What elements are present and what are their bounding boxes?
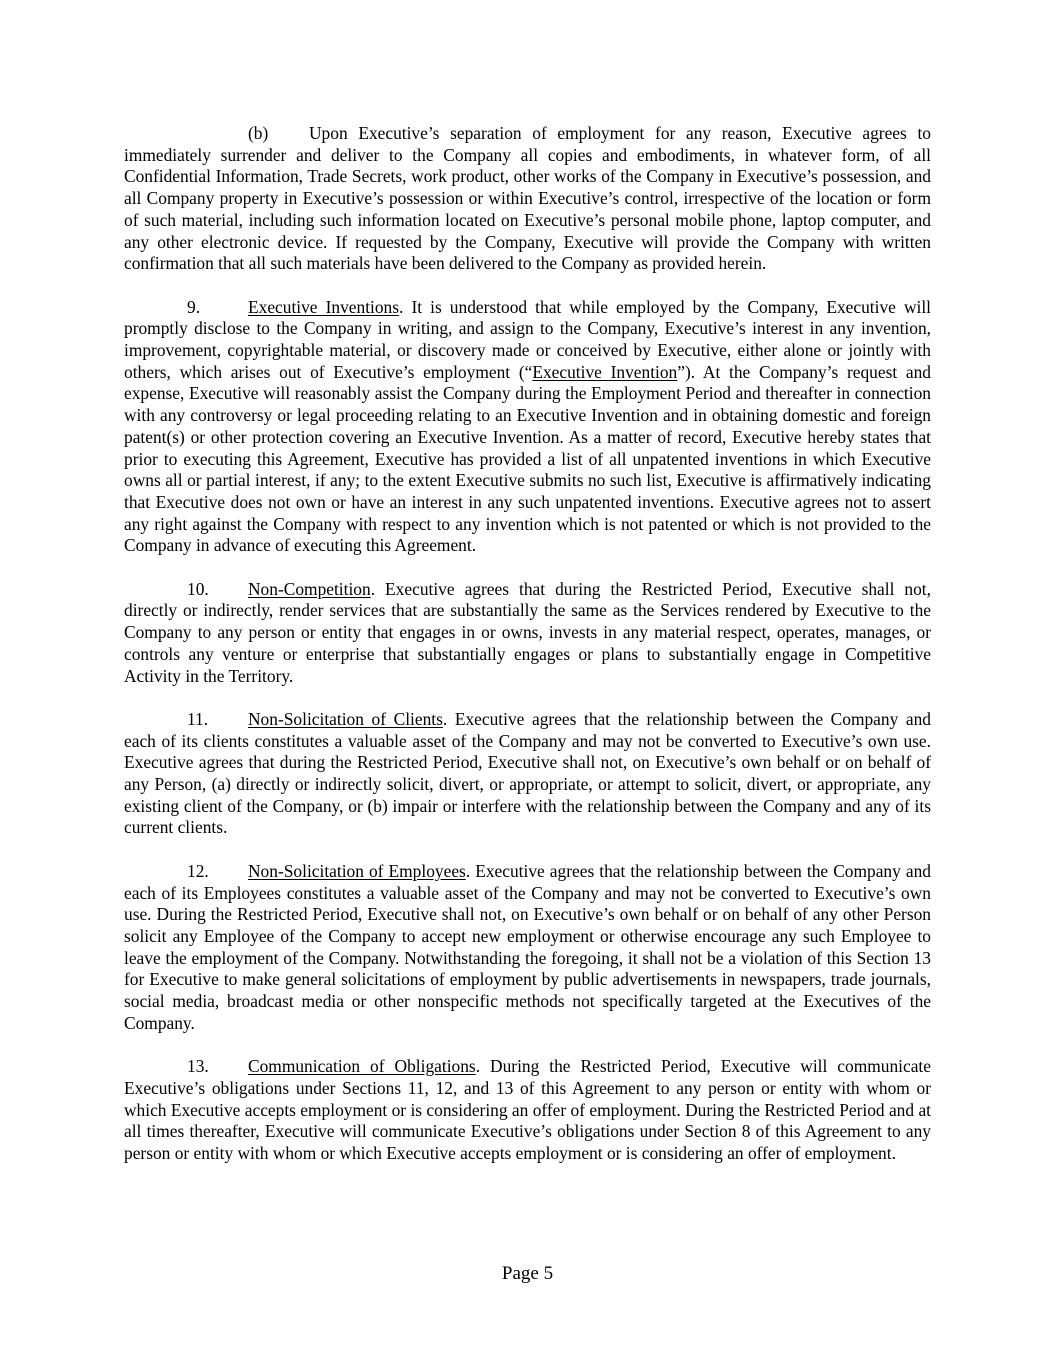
paragraph-13-communication-obligations bbox=[124, 1056, 931, 1165]
paragraph-11-non-solicitation-clients bbox=[124, 709, 931, 839]
paragraph-text: . It is understood that while employed by the Company, Executive will promptly disclose to the Company in writing, and assign to the Company, Executive’s interest in any invention, improvement, copyrightable material, or discovery made or conceived by Executive, either alone or jointly with others, which arises out of Executive’s employment (“ bbox=[124, 296, 932, 382]
section-heading: Non-Solicitation of Employees bbox=[248, 860, 466, 881]
paragraph-text: Upon Executive’s separation of employment for any reason, Executive agrees to immediately surrender and deliver to the Company all copies and embodiments, in whatever form, of all Confidential Information, Trade Secrets, work product, other works of the Company in Executive’s possession, and all Company property in Executive’s possession or within Executive’s control, irrespective of the location or form of such material, including such information located on Executive’s personal mobile phone, laptop computer, and any other electronic device. If requested by the Company, Executive will provide the Company with written confirmation that all such materials have been delivered to the Company as provided herein. bbox=[124, 123, 931, 274]
paragraph-number: 10. bbox=[187, 578, 209, 599]
paragraph-12-non-solicitation-employees bbox=[124, 861, 931, 1035]
section-heading: Executive Inventions bbox=[248, 296, 400, 317]
section-heading: Non-Competition bbox=[248, 578, 371, 599]
page-number: Page 5 bbox=[501, 1263, 554, 1284]
paragraph-8b bbox=[124, 123, 931, 275]
paragraph-text: . Executive agrees that during the Restricted Period, Executive shall not, directly or indirectly, render services that are substantially the same as the Services rendered by Executive to the Company to any person or entity that engages in or owns, invests in any material respect, operates, manages, or controls any venture or enterprise that substantially engages or plans to substantially engage in Competitive Activity in the Territory. bbox=[124, 578, 931, 686]
paragraph-10-non-competition bbox=[124, 579, 931, 688]
paragraph-9-executive-inventions bbox=[124, 297, 931, 557]
section-heading: Non-Solicitation of Clients bbox=[248, 708, 443, 729]
paragraph-number: 12. bbox=[187, 860, 209, 881]
paragraph-text: . Executive agrees that the relationship between the Company and each of its Employees constitutes a valuable asset of the Company and may not be converted to Executive’s own use. During the Restricted Period, Executive shall not, on Executive’s own behalf or on behalf of any other Person solicit any Employee of the Company to accept new employment or otherwise encourage any such Employee to leave the employment of the Company. Notwithstanding the foregoing, it shall not be a violation of this Section 13 for Executive to make general solicitations of employment by public advertisements in newspapers, trade journals, social media, broadcast media or other nonspecific methods not specifically targeted at the Executives of the Company. bbox=[124, 860, 931, 1033]
paragraph-text: . During the Restricted Period, Executive will communicate Executive’s obligations under Sections 11, 12, and 13 of this Agreement to any person or entity with whom or which Executive accepts employment or is considering an offer of employment. During the Restricted Period and at all times thereafter, Executive will communicate Executive’s obligations under Section 8 of this Agreement to any person or entity with whom or which Executive accepts employment or is considering an offer of employment. bbox=[124, 1056, 931, 1163]
paragraph-text-continued: ”). At the Company’s request and expense, Executive will reasonably assist the Company during the Employment Period and thereafter in connection with any controversy or legal proceeding relating to an Executive Invention and in obtaining domestic and foreign patent(s) or other protection covering an Executive Invention. As a matter of record, Executive hereby states that prior to executing this Agreement, Executive has provided a list of all unpatented inventions in which Executive owns all or partial interest, if any; to the extent Executive submits no such list, Executive is affirmatively indicating that Executive does not own or have an interest in any such unpatented inventions. Executive agrees not to assert any right against the Company with respect to any invention which is not patented or which is not provided to the Company in advance of executing this Agreement. bbox=[124, 361, 932, 556]
section-heading: Communication of Obligations bbox=[248, 1056, 476, 1077]
defined-term: Executive Invention bbox=[532, 361, 678, 382]
paragraph-text: . Executive agrees that the relationship between the Company and each of its clients constitutes a valuable asset of the Company and may not be converted to Executive’s own use. Executive agrees that during the Restricted Period, Executive shall not, on Executive’s own behalf or on behalf of any Person, (a) directly or indirectly solicit, divert, or appropriate, or attempt to solicit, divert, or appropriate, any existing client of the Company, or (b) impair or interfere with the relationship between the Company and any of its current clients. bbox=[124, 708, 931, 838]
paragraph-number: 9. bbox=[187, 296, 201, 317]
paragraph-number: (b) bbox=[248, 123, 269, 143]
paragraph-number: 13. bbox=[187, 1056, 209, 1077]
paragraph-number: 11. bbox=[187, 708, 209, 729]
document-page bbox=[124, 123, 931, 1186]
